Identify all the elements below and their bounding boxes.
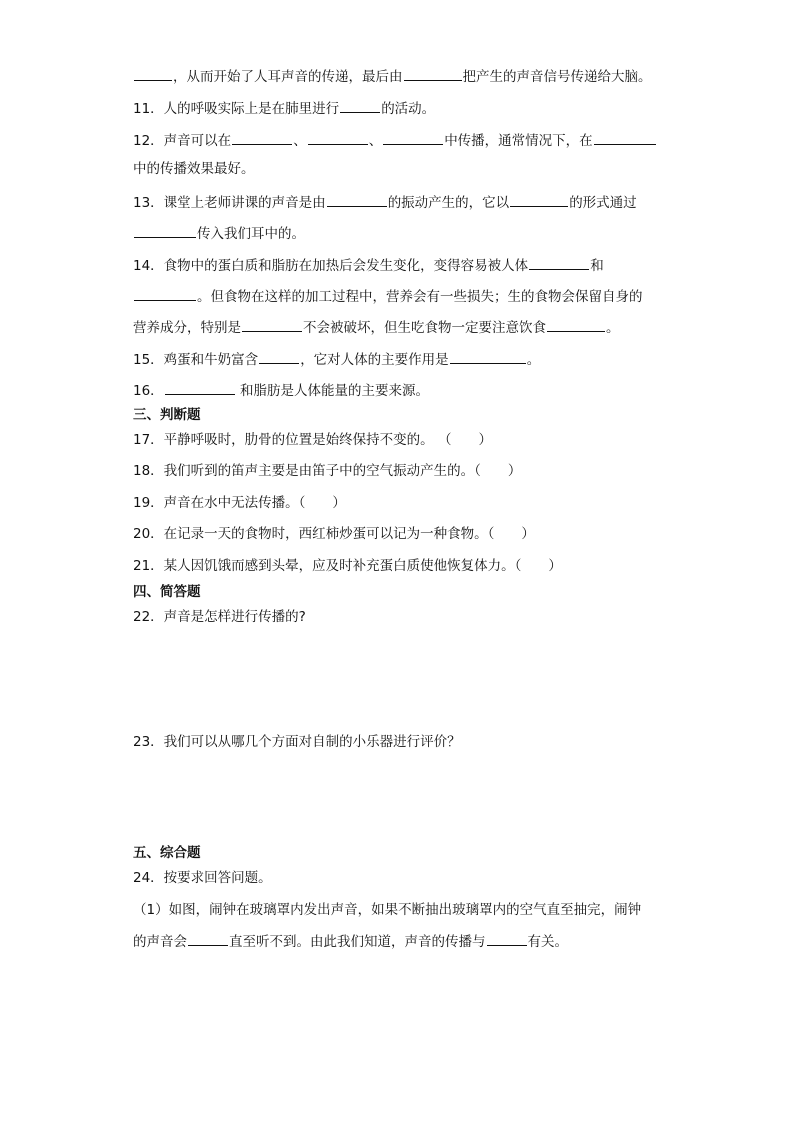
- question-24: 24．按要求回答问题。: [133, 870, 272, 886]
- answer-blank[interactable]: [308, 131, 368, 145]
- answer-blank[interactable]: [259, 350, 299, 364]
- question-13-cont: 传入我们耳中的。: [133, 224, 305, 243]
- answer-blank[interactable]: [327, 193, 387, 207]
- question-18: 18．我们听到的笛声主要是由笛子中的空气振动产生的。（ ）: [133, 463, 522, 479]
- answer-blank[interactable]: [134, 224, 196, 238]
- question-14-cont-1: 。但食物在这样的加工过程中，营养会有一些损失；生的食物会保留自身的: [133, 287, 643, 306]
- question-15: 15．鸡蛋和牛奶富含 ，它对人体的主要作用是 。: [133, 352, 541, 368]
- answer-blank[interactable]: [232, 131, 292, 145]
- question-21: 21．某人因饥饿而感到头晕，应及时补充蛋白质使他恢复体力。（ ）: [133, 558, 562, 574]
- answer-blank[interactable]: [450, 350, 526, 364]
- question-19: 19．声音在水中无法传播。（ ）: [133, 495, 346, 511]
- question-12-cont: 中的传播效果最好。: [133, 161, 255, 177]
- answer-blank[interactable]: [594, 131, 656, 145]
- question-11: 11．人的呼吸实际上是在肺里进行 的活动。: [133, 101, 436, 117]
- answer-blank[interactable]: [383, 131, 443, 145]
- answer-blank[interactable]: [165, 381, 235, 395]
- question-24-part-1-cont: 的声音会 直至听不到。由此我们知道，声音的传播与 有关。: [133, 934, 568, 950]
- answer-blank[interactable]: [487, 932, 527, 946]
- section-heading-judgement: 三、判断题: [133, 407, 201, 423]
- question-22: 22．声音是怎样进行传播的?: [133, 609, 306, 625]
- question-16: 16． 和脂肪是人体能量的主要来源。: [133, 383, 429, 399]
- question-14-cont-2: 营养成分，特别是 不会被破坏，但生吃食物一定要注意饮食 。: [133, 320, 620, 336]
- answer-blank[interactable]: [404, 67, 462, 81]
- answer-blank[interactable]: [529, 256, 589, 270]
- answer-blank[interactable]: [242, 318, 302, 332]
- section-heading-short-answer: 四、简答题: [133, 584, 201, 600]
- question-24-part-1: （1）如图，闹钟在玻璃罩内发出声音，如果不断抽出玻璃罩内的空气直至抽完，闹钟: [133, 902, 642, 918]
- question-14: 14．食物中的蛋白质和脂肪在加热后会发生变化，变得容易被人体 和: [133, 258, 604, 274]
- question-13: 13．课堂上老师讲课的声音是由 的振动产生的，它以 的形式通过: [133, 195, 637, 211]
- question-12: 12．声音可以在 、 、 中传播，通常情况下，在: [133, 131, 657, 150]
- section-heading-comprehensive: 五、综合题: [133, 845, 201, 861]
- answer-blank[interactable]: [188, 932, 228, 946]
- question-20: 20．在记录一天的食物时，西红柿炒蛋可以记为一种食物。（ ）: [133, 526, 535, 542]
- answer-blank[interactable]: [134, 287, 196, 301]
- question-17: 17．平静呼吸时，肋骨的位置是始终保持不变的。 （ ）: [133, 432, 492, 448]
- answer-blank[interactable]: [340, 99, 380, 113]
- answer-blank[interactable]: [510, 193, 568, 207]
- answer-blank[interactable]: [134, 67, 172, 81]
- question-23: 23．我们可以从哪几个方面对自制的小乐器进行评价？: [133, 734, 461, 750]
- answer-blank[interactable]: [547, 318, 605, 332]
- q10-continuation: ，从而开始了人耳声音的传递，最后由 把产生的声音信号传递给大脑。: [133, 67, 652, 86]
